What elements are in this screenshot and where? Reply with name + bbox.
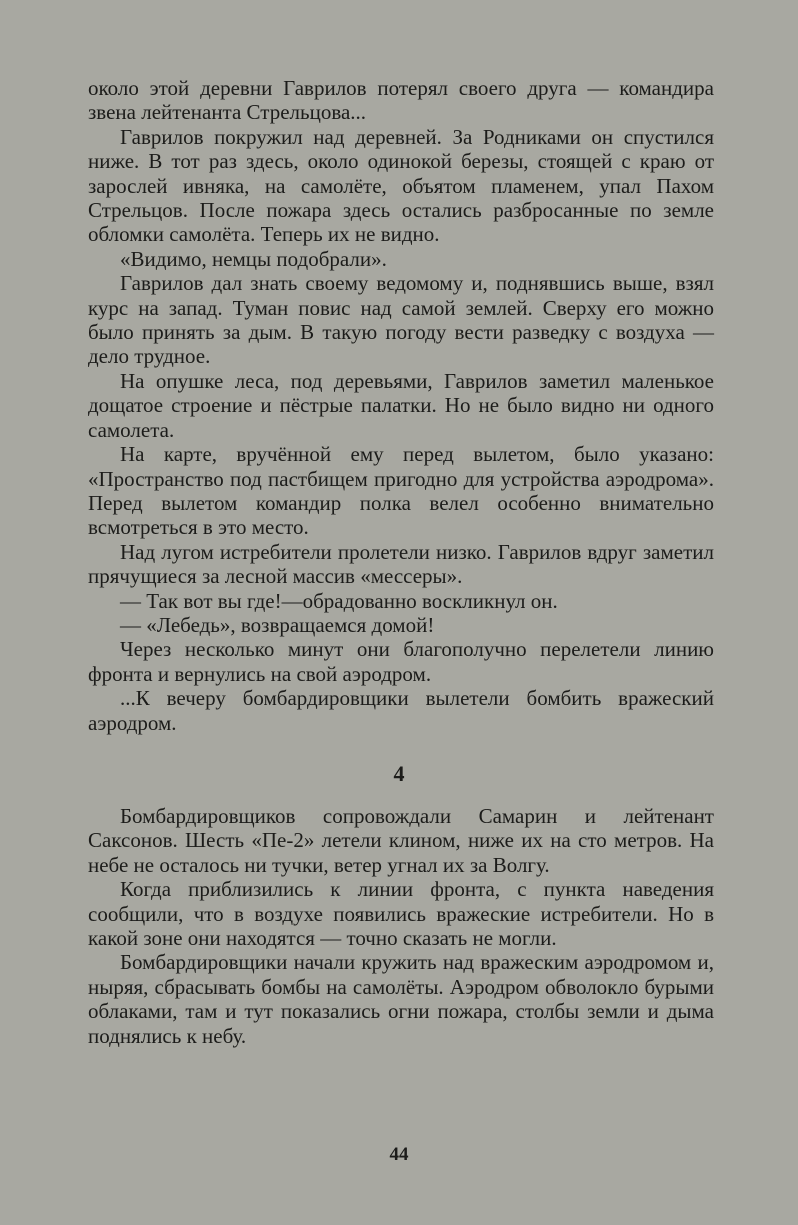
text-block-bottom bbox=[88, 804, 714, 1048]
paragraph: На карте, вручённой ему перед вылетом, было указано: «Пространство под пастбищем пригодно для устройства аэродрома». Перед вылетом командир полка велел особенно внимательно всмотреться в это место. bbox=[88, 442, 714, 540]
paragraph: ...К вечеру бомбардировщики вылетели бомбить вражеский аэродром. bbox=[88, 686, 714, 735]
chapter-number: 4 bbox=[393, 761, 405, 786]
paragraph: Над лугом истребители пролетели низко. Гаврилов вдруг заметил прячущиеся за лесной массив «мессеры». bbox=[88, 539, 714, 589]
paragraph: Бомбардировщиков сопровождали Самарин и лейтенант Саксонов. Шесть «Пе-2» летели клином, ниже их на сто метров. На небе не осталось ни тучки, ветер угнал их за Волгу. bbox=[88, 804, 714, 877]
paragraph: На опушке леса, под деревьями, Гаврилов заметил маленькое дощатое строение и пёстрые палатки. Но не было видно ни одного самолета. bbox=[88, 368, 714, 442]
page-number: 44 bbox=[389, 1144, 409, 1165]
dialogue-line: — «Лебедь», возвращаемся домой! bbox=[120, 612, 435, 637]
paragraph: «Видимо, немцы подобрали». bbox=[120, 246, 387, 271]
paragraph: около этой деревни Гаврилов потерял своего друга — командира звена лейтенанта Стрельцова... bbox=[88, 76, 714, 125]
text-block-top bbox=[88, 76, 714, 735]
paragraph: Через несколько минут они благополучно перелетели линию фронта и вернулись на свой аэродром. bbox=[88, 637, 714, 686]
paragraph: Гаврилов дал знать своему ведомому и, поднявшись выше, взял курс на запад. Туман повис над самой землей. Сверху его можно было принять за дым. В такую погоду вести разведку с воздуха — дело трудное. bbox=[88, 271, 714, 369]
dialogue-line: — Так вот вы где!—обрадованно воскликнул он. bbox=[120, 588, 558, 613]
paragraph: Бомбардировщики начали кружить над вражеским аэродромом и, ныряя, сбрасывать бомбы на самолёты. Аэродром обволокло бурыми облаками, там и тут показались огни пожара, столбы земли и дыма поднялись к небу. bbox=[88, 950, 714, 1048]
paragraph: Гаврилов покружил над деревней. За Родниками он спустился ниже. В тот раз здесь, около одинокой березы, стоящей с краю от зарослей ивняка, на самолёте, объятом пламенем, упал Пахом Стрельцов. После пожара здесь остались разбросанные по земле обломки самолёта. Теперь их не видно. bbox=[88, 124, 714, 247]
paragraph: Когда приблизились к линии фронта, с пункта наведения сообщили, что в воздухе появились вражеские истребители. Но в какой зоне они находятся — точно сказать не могли. bbox=[88, 877, 714, 951]
